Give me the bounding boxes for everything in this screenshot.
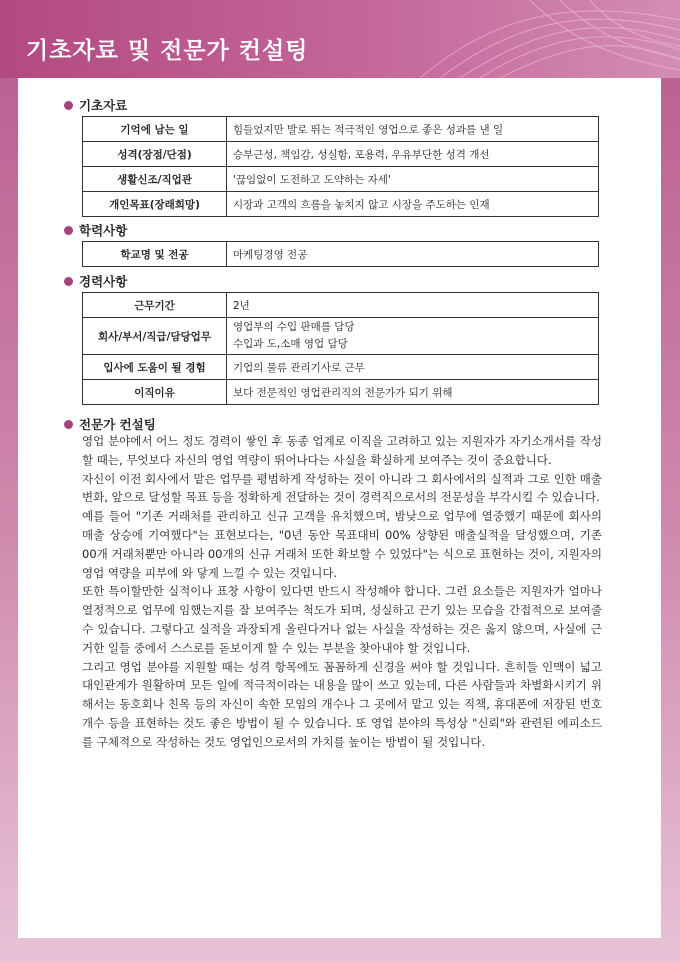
row-label: 입사에 도움이 될 경험 <box>83 355 227 380</box>
row-value: 보다 전문적인 영업관리직의 전문가가 되기 위해 <box>227 380 599 405</box>
table-row <box>83 142 599 167</box>
row-label: 근무기간 <box>83 293 227 318</box>
paragraph: 영업 분야에서 어느 정도 경력이 쌓인 후 동종 업계로 이직을 고려하고 있는 지원자가 자기소개서를 작성할 때는, 무엇보다 자신의 영업 역량이 뛰어나다는 사실을 확실하게 보여주는 것이 중요합니다. <box>82 434 602 467</box>
paragraph: 또한 특이할만한 실적이나 표창 사항이 있다면 반드시 작성해야 합니다. 그런 요소들은 지원자가 얼마나 열정적으로 업무에 임했는지를 잘 보여주는 척도가 되며, 성실하고 끈기 있는 모습을 간접적으로 보여줄 수 있습니다. 그렇다고 실적을 과장되게 올린다거나 없는 사실을 작성하는 것은 옳지 않으며, 사실에 근거한 일들 중에서 스스로를 돋보이게 할 수 있는 부분을 찾아내야 할 것입니다. <box>82 584 602 655</box>
table-row <box>83 242 599 267</box>
row-value: 시장과 고객의 흐름을 놓치지 않고 시장을 주도하는 인재 <box>227 192 599 217</box>
row-value: 승부근성, 책임감, 성실함, 포용력, 우유부단한 성격 개선 <box>227 142 599 167</box>
row-value: '끊임없이 도전하고 도약하는 자세' <box>227 167 599 192</box>
row-value: 힘들었지만 발로 뛰는 적극적인 영업으로 좋은 성과를 낸 일 <box>227 117 599 142</box>
row-label: 생활신조/직업관 <box>83 167 227 192</box>
row-value-line: 영업부의 수입 판매를 담당 <box>233 321 355 333</box>
table-row <box>83 318 599 355</box>
bullet-icon <box>64 277 73 286</box>
row-label: 이직이유 <box>83 380 227 405</box>
row-label: 학교명 및 전공 <box>83 242 227 267</box>
page-title: 기초자료 및 전문가 컨설팅 <box>26 38 309 64</box>
bullet-icon <box>64 101 73 110</box>
paragraph: 그리고 영업 분야를 지원할 때는 성격 항목에도 꼼꼼하게 신경을 써야 할 것입니다. 흔히들 인맥이 넓고 대인관계가 원활하며 모든 일에 적극적이라는 내용을 많이 쓰고 있는데, 다른 사람들과 차별화시키기 위해서는 동호회나 친목 등의 자신이 속한 모임의 개수나 그 곳에서 맡고 있는 직책, 휴대폰에 저장된 번호 개수 등을 표현하는 것도 좋은 방법이 될 수 있습니다. 또 영업 분야의 특성상 "신뢰"와 관련된 에피소드를 구체적으로 작성하는 것도 영업인으로서의 가치를 높이는 방법이 될 것입니다. <box>82 659 602 749</box>
section-title: 기초자료 <box>79 98 128 113</box>
row-value <box>227 318 599 355</box>
paragraph: 자신이 이전 회사에서 맡은 업무를 평범하게 작성하는 것이 아니라 그 회사에서의 실적과 그로 인한 매출 변화, 앞으로 달성할 목표 등을 정확하게 전달하는 것이 경력직으로서의 전문성을 부각시킬 수 있습니다. <box>82 471 602 505</box>
education-table <box>82 241 599 267</box>
row-label: 개인목표(장래희망) <box>83 192 227 217</box>
section-title: 경력사항 <box>79 274 128 289</box>
table-row <box>83 380 599 405</box>
bullet-icon <box>64 420 73 429</box>
consulting-body <box>82 432 602 752</box>
section-title: 학력사항 <box>79 223 128 238</box>
row-label: 기억에 남는 일 <box>83 117 227 142</box>
career-table <box>82 292 599 405</box>
table-row <box>83 293 599 318</box>
row-value: 2년 <box>227 293 599 318</box>
section-basic-heading <box>64 96 127 114</box>
paragraph: 예를 들어 "기존 거래처를 관리하고 신규 고객을 유치했으며, 밤낮으로 업무에 열중했기 때문에 회사의 매출 상승에 기여했다"는 표현보다는, "0년 동안 목표대비 00% 상향된 매출실적을 달성했으며, 기존 00개 거래처뿐만 아니라 00개의 신규 거래처 또한 확보할 수 있었다"는 식으로 표현하는 것이, 지원자의 영업 역량을 피부에 와 닿게 느낄 수 있는 것입니다. <box>82 509 602 580</box>
section-consulting-heading <box>64 415 156 433</box>
table-row <box>83 117 599 142</box>
decorative-swirl-graphic <box>380 0 680 78</box>
row-label: 성격(장점/단점) <box>83 142 227 167</box>
bullet-icon <box>64 226 73 235</box>
row-label: 회사/부서/직급/담당업무 <box>83 318 227 355</box>
row-value-line: 수입과 도,소매 영업 담당 <box>233 338 348 350</box>
row-value: 기업의 물류 관리기사로 근무 <box>227 355 599 380</box>
table-row <box>83 355 599 380</box>
basic-info-table <box>82 116 599 217</box>
header-banner <box>0 0 680 78</box>
section-career-heading <box>64 272 127 290</box>
row-value: 마케팅경영 전공 <box>227 242 599 267</box>
section-education-heading <box>64 221 127 239</box>
table-row <box>83 192 599 217</box>
table-row <box>83 167 599 192</box>
section-title: 전문가 컨설팅 <box>79 417 156 432</box>
